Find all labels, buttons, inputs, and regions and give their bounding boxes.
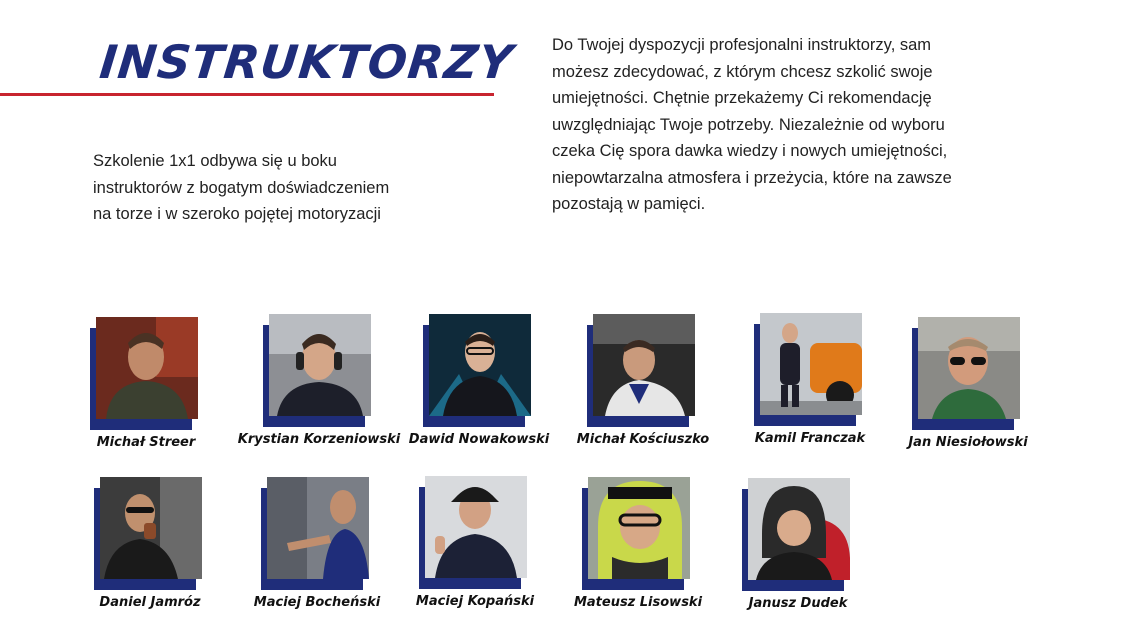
- instructor-photo: [588, 477, 690, 579]
- instructor-photo: [748, 478, 850, 580]
- intro-left-line: Szkolenie 1x1 odbywa się u boku: [93, 152, 337, 170]
- instructor-name: Jan Niesiołowski: [908, 435, 1028, 450]
- title-underline: [0, 93, 494, 96]
- instructor-name: Mateusz Lisowski: [573, 595, 703, 610]
- intro-right-line: umiejętności. Chętnie przekażemy Ci rekomendację: [552, 89, 932, 107]
- instructor-photo: [267, 477, 369, 579]
- instructor-card: [748, 478, 898, 628]
- instructor-name: Michał Streer: [96, 435, 196, 450]
- instructor-name: Maciej Kopański: [415, 594, 535, 609]
- instructor-name: Daniel Jamróz: [99, 595, 201, 610]
- instructor-photo: [425, 476, 527, 578]
- instructor-photo: [100, 477, 202, 579]
- intro-right-line: Do Twojej dyspozycji profesjonalni instruktorzy, sam: [552, 36, 932, 54]
- intro-left-text: [93, 148, 423, 228]
- intro-right-line: uwzględniając Twoje potrzeby. Niezależnie od wyboru: [552, 115, 945, 134]
- intro-right-line: pozostają w pamięci.: [552, 195, 706, 213]
- intro-right-text: [552, 32, 982, 218]
- instructor-name: Janusz Dudek: [748, 596, 848, 611]
- instructor-photo: [269, 314, 371, 416]
- instructor-card: [908, 317, 1068, 467]
- intro-right-line: możesz zdecydować, z którym chcesz szkolić swoje: [552, 62, 933, 81]
- instructor-name: Michał Kościuszko: [576, 432, 710, 447]
- instructor-photo: [918, 317, 1020, 419]
- instructor-photo: [760, 313, 862, 415]
- page-title: INSTRUKTORZY: [97, 35, 516, 89]
- instructor-name: Maciej Bocheński: [253, 595, 381, 610]
- intro-left-line: instruktorów z bogatym doświadczeniem: [93, 178, 390, 197]
- intro-left-line: na torze i w szeroko pojętej motoryzacji: [93, 205, 381, 223]
- intro-right-line: niepowtarzalna atmosfera i przeżycia, które na zawsze: [552, 168, 952, 187]
- instructor-name: Kamil Franczak: [754, 431, 866, 446]
- instructor-photo: [96, 317, 198, 419]
- intro-right-line: czeka Cię spora dawka wiedzy i nowych umiejętności,: [552, 142, 948, 160]
- instructor-photo: [593, 314, 695, 416]
- instructor-name: Krystian Korzeniowski: [237, 432, 401, 447]
- instructor-photo: [429, 314, 531, 416]
- instructor-name: Dawid Nowakowski: [408, 432, 550, 447]
